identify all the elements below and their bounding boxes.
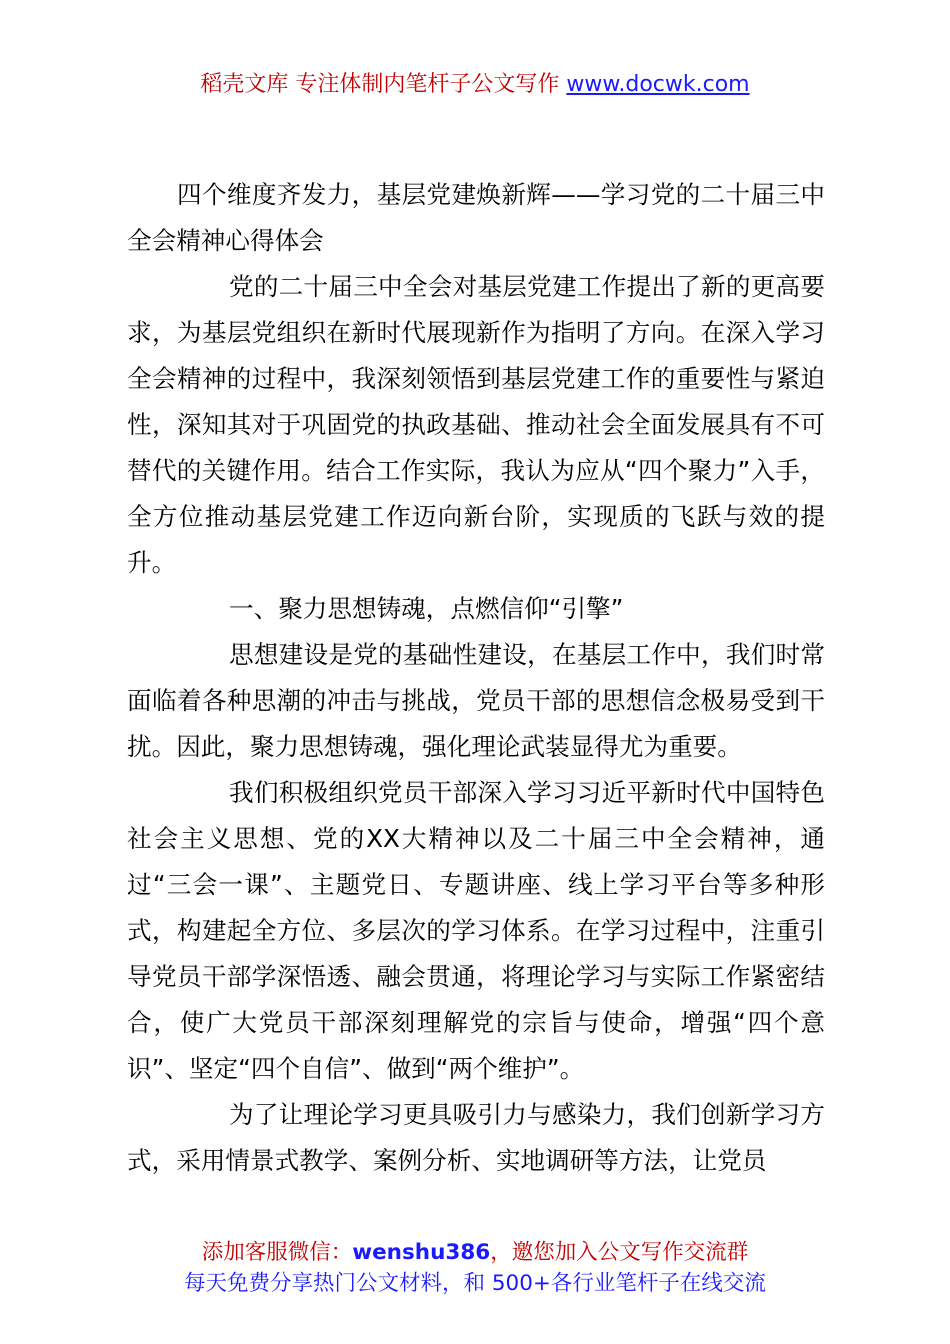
document-title: 四个维度齐发力，基层党建焕新辉——学习党的二十届三中全会精神心得体会 — [127, 180, 825, 255]
paragraph: 为了让理论学习更具吸引力与感染力，我们创新学习方式，采用情景式教学、案例分析、实地调研等方法，让党员 — [127, 1100, 825, 1175]
footer-suffix: ，邀您加入公文写作交流群 — [490, 1240, 749, 1265]
footer-line-1 — [0, 1237, 950, 1268]
site-url-link[interactable]: www.docwk.com — [566, 72, 750, 97]
footer-line-2: 每天免费分享热门公文材料，和 500+各行业笔杆子在线交流 — [184, 1271, 766, 1296]
section-heading-1: 一、聚力思想铸魂，点燃信仰“引擎” — [229, 594, 624, 623]
paragraph: 我们积极组织党员干部深入学习习近平新时代中国特色社会主义思想、党的XX大精神以及二十届三中全会精神，通过“三会一课”、主题党日、专题讲座、线上学习平台等多种形式，构建起全方位、多层次的学习体系。在学习过程中，注重引导党员干部学深悟透、融会贯通，将理论学习与实际工作紧密结合，使广大党员干部深刻理解党的宗旨与使命，增强“四个意识”、坚定“四个自信”、做到“两个维护”。 — [127, 778, 825, 1083]
site-brand: 稻壳文库 专注体制内笔杆子公文写作 — [200, 72, 567, 97]
footer-prefix: 添加客服微信： — [201, 1240, 353, 1265]
paragraph: 思想建设是党的基础性建设，在基层工作中，我们时常面临着各种思潮的冲击与挑战，党员干部的思想信念极易受到干扰。因此，聚力思想铸魂，强化理论武装显得尤为重要。 — [127, 640, 825, 761]
site-header — [0, 70, 950, 100]
promo-footer — [0, 1237, 950, 1299]
paragraph-intro: 党的二十届三中全会对基层党建工作提出了新的更高要求，为基层党组织在新时代展现新作为指明了方向。在深入学习全会精神的过程中，我深刻领悟到基层党建工作的重要性与紧迫性，深知其对于巩固党的执政基础、推动社会全面发展具有不可替代的关键作用。结合工作实际，我认为应从“四个聚力”入手，全方位推动基层党建工作迈向新台阶，实现质的飞跃与效的提升。 — [127, 272, 825, 577]
document-body — [127, 172, 825, 1184]
wechat-id: wenshu386 — [352, 1240, 491, 1265]
